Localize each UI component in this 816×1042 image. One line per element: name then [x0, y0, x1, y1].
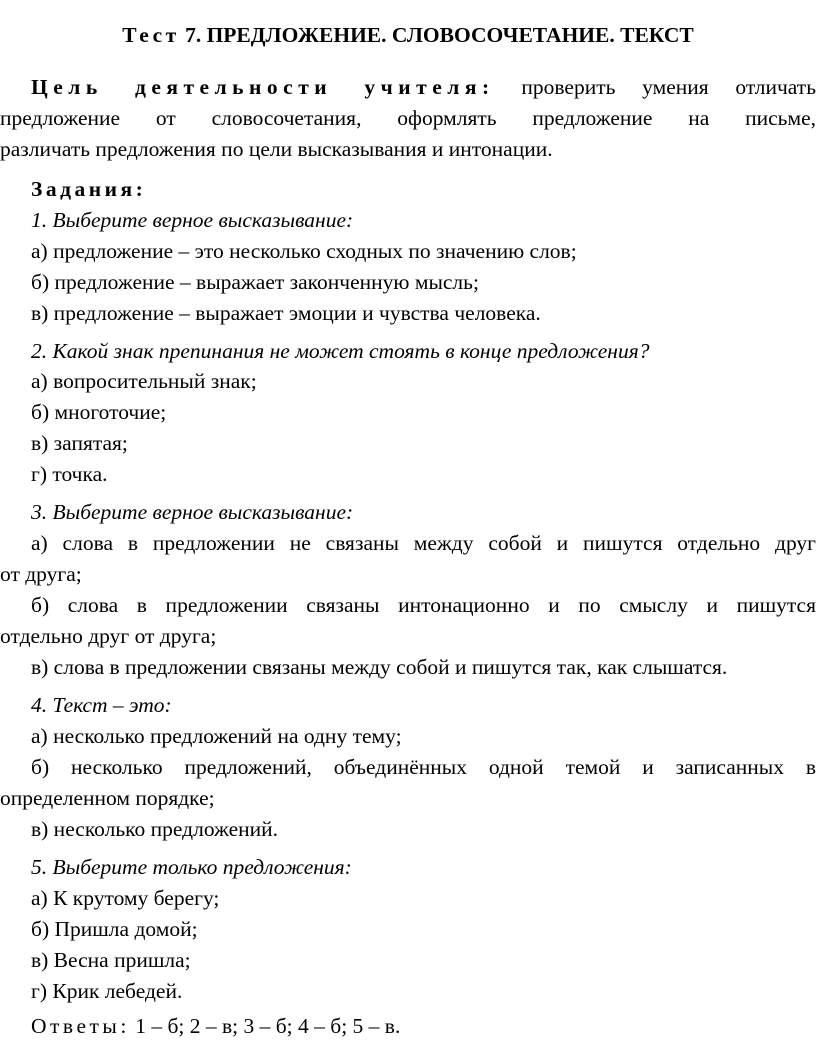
question-3-option-b-line-1: б) слова в предложении связаны интонационно и по смыслу и пишутся — [31, 593, 816, 617]
question-2-option-d: г) точка. — [31, 462, 108, 486]
question-3-option-c: в) слова в предложении связаны между собой и пишутся так, как слышатся. — [31, 655, 728, 679]
tasks-label: Задания: — [31, 177, 147, 201]
question-3-option-a-line-1: а) слова в предложении не связаны между собой и пишутся отдельно друг — [31, 531, 816, 555]
tasks-heading — [0, 175, 816, 205]
question-1-option-b: б) предложение – выражает законченную мысль; — [31, 270, 479, 294]
question-3-option-b-line-2: отдельно друг от друга; — [0, 624, 217, 648]
answers-line — [0, 1012, 816, 1042]
answers-label: Ответы: — [31, 1014, 130, 1038]
question-5-option-c: в) Весна пришла; — [31, 948, 191, 972]
title-rest: 7. ПРЕДЛОЖЕНИЕ. СЛОВОСОЧЕТАНИЕ. ТЕКСТ — [179, 23, 694, 47]
question-4-option-b-line-1: б) несколько предложений, объединённых одной темой и записанных в — [31, 755, 816, 779]
question-4-title: 4. Текст – это: — [31, 693, 172, 717]
question-5-option-d: г) Крик лебедей. — [31, 979, 183, 1003]
goal-text-1: проверить умения отличать — [521, 75, 816, 99]
goal-line-3: различать предложения по цели высказывания и интонации. — [0, 137, 553, 161]
goal-line-2: предложение от словосочетания, оформлять предложение на письме, — [0, 106, 816, 130]
question-5-option-a: а) К крутому берегу; — [31, 886, 220, 910]
question-1-option-c: в) предложение – выражает эмоции и чувства человека. — [31, 301, 541, 325]
question-4-option-b-line-2: определенном порядке; — [0, 786, 215, 810]
question-2-title: 2. Какой знак препинания не может стоять в конце предложения? — [31, 339, 650, 363]
question-1-option-a: а) предложение – это несколько сходных по значению слов; — [31, 239, 577, 263]
question-2-option-a: а) вопросительный знак; — [31, 369, 257, 393]
answers-text: 1 – б; 2 – в; 3 – б; 4 – б; 5 – в. — [129, 1014, 401, 1038]
question-5-title: 5. Выберите только предложения: — [31, 855, 352, 879]
title-prefix: Тест — [122, 23, 180, 47]
goal-label: Цель деятельности учителя: — [31, 75, 495, 99]
goal-line-1 — [0, 73, 816, 103]
question-4-option-a: а) несколько предложений на одну тему; — [31, 724, 402, 748]
question-5-option-b: б) Пришла домой; — [31, 917, 198, 941]
page-title — [0, 21, 816, 51]
question-1-title: 1. Выберите верное высказывание: — [31, 208, 354, 232]
question-2-option-b: б) многоточие; — [31, 400, 167, 424]
question-3-title: 3. Выберите верное высказывание: — [31, 500, 354, 524]
question-2-option-c: в) запятая; — [31, 431, 128, 455]
question-4-option-c: в) несколько предложений. — [31, 817, 279, 841]
question-3-option-a-line-2: от друга; — [0, 562, 82, 586]
